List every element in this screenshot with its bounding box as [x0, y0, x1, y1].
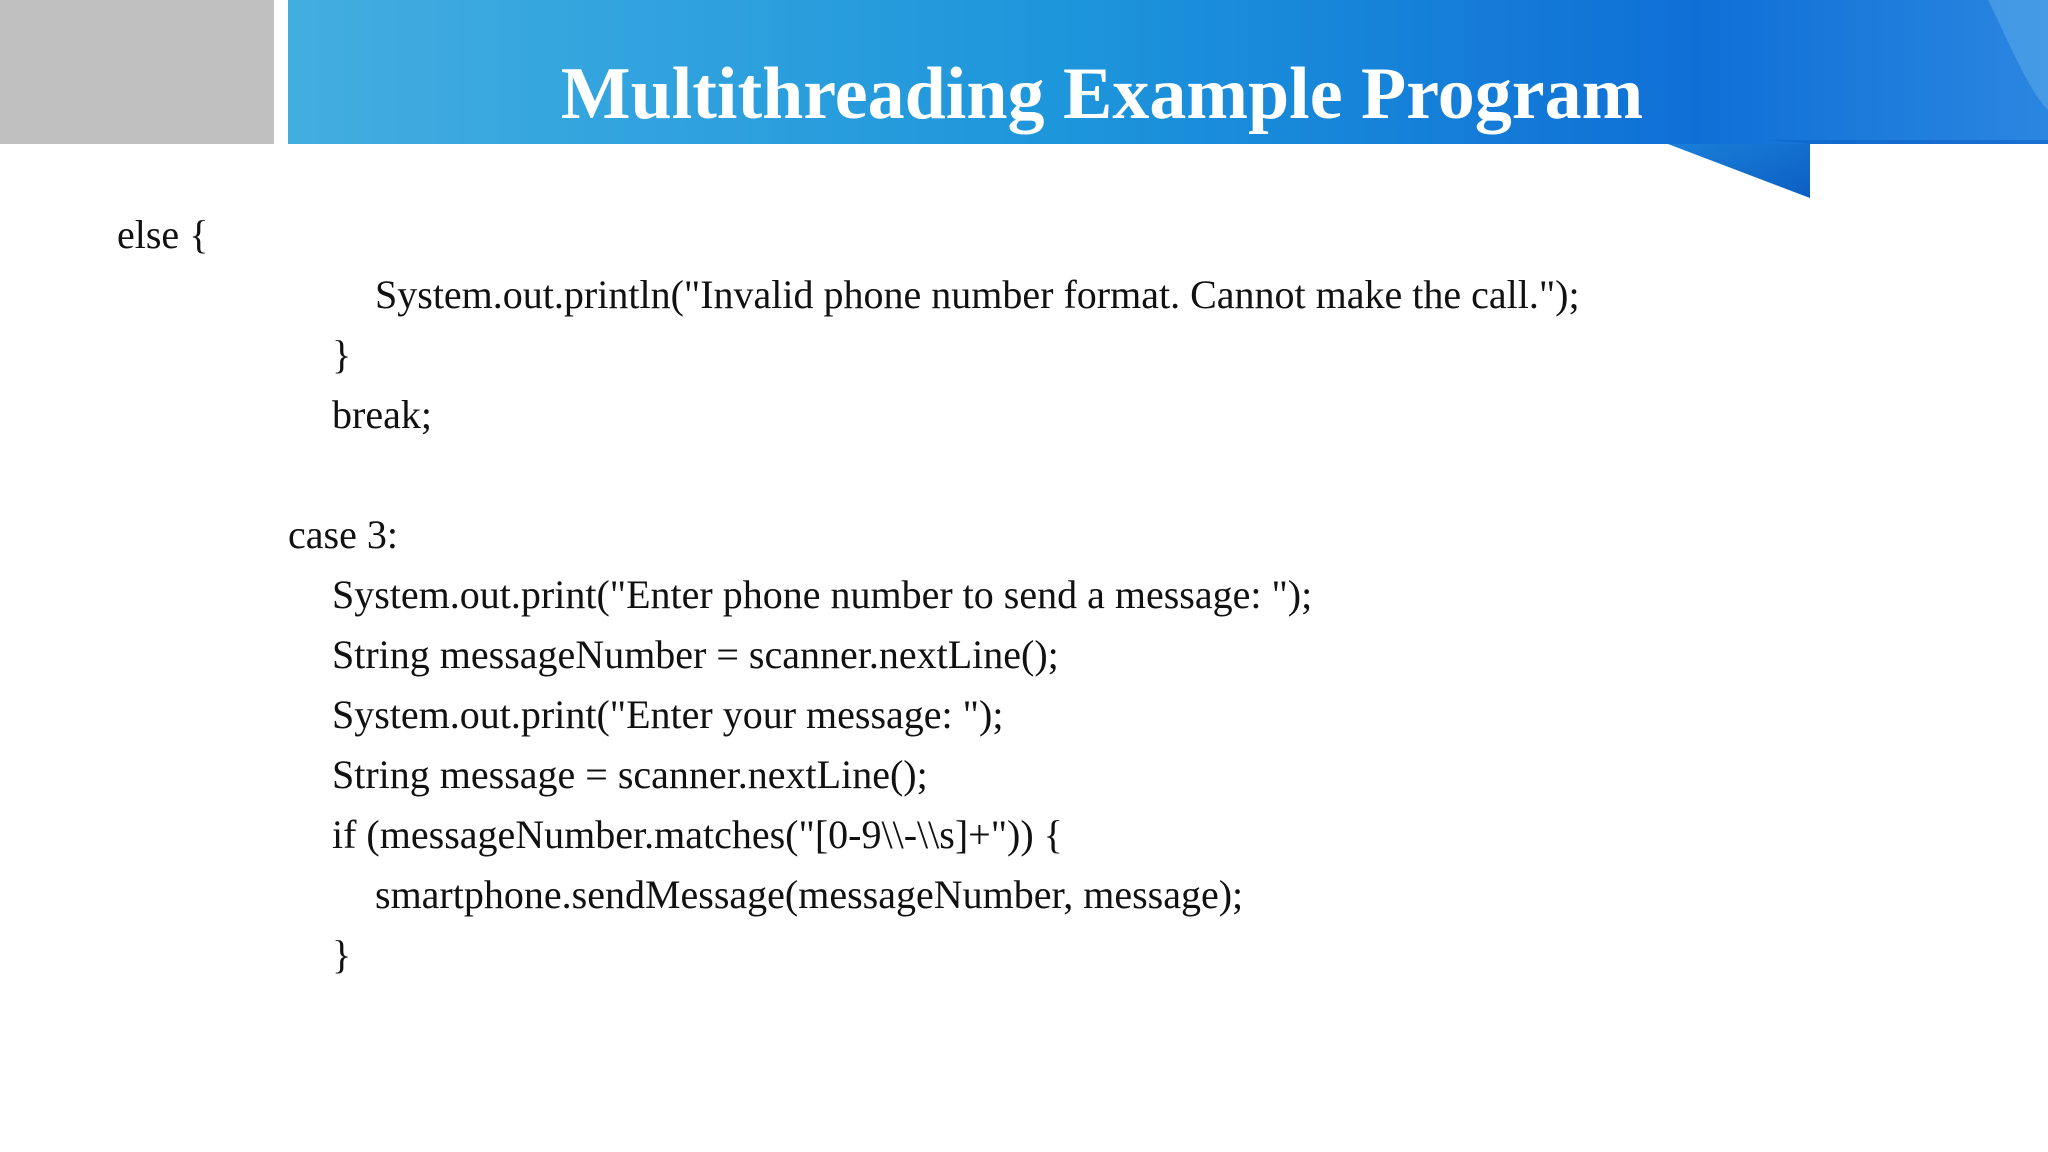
code-line: }: [332, 332, 352, 377]
code-line: }: [332, 932, 352, 977]
header-gray-block: [0, 0, 274, 144]
code-line: String message = scanner.nextLine();: [332, 752, 928, 797]
slide-title: Multithreading Example Program: [560, 53, 1644, 135]
code-line: break;: [332, 392, 432, 437]
code-line: System.out.println("Invalid phone number format. Cannot make the call.");: [375, 272, 1580, 317]
code-line: if (messageNumber.matches("[0-9\\-\\s]+")) {: [332, 812, 1063, 857]
code-line: case 3:: [288, 512, 398, 557]
code-line: System.out.print("Enter phone number to send a message: ");: [332, 572, 1313, 617]
code-line: else {: [117, 212, 209, 257]
code-line: String messageNumber = scanner.nextLine();: [332, 632, 1059, 677]
banner-wing: [1668, 144, 1810, 198]
code-line: smartphone.sendMessage(messageNumber, message);: [375, 872, 1244, 917]
code-line: System.out.print("Enter your message: ");: [332, 692, 1004, 737]
